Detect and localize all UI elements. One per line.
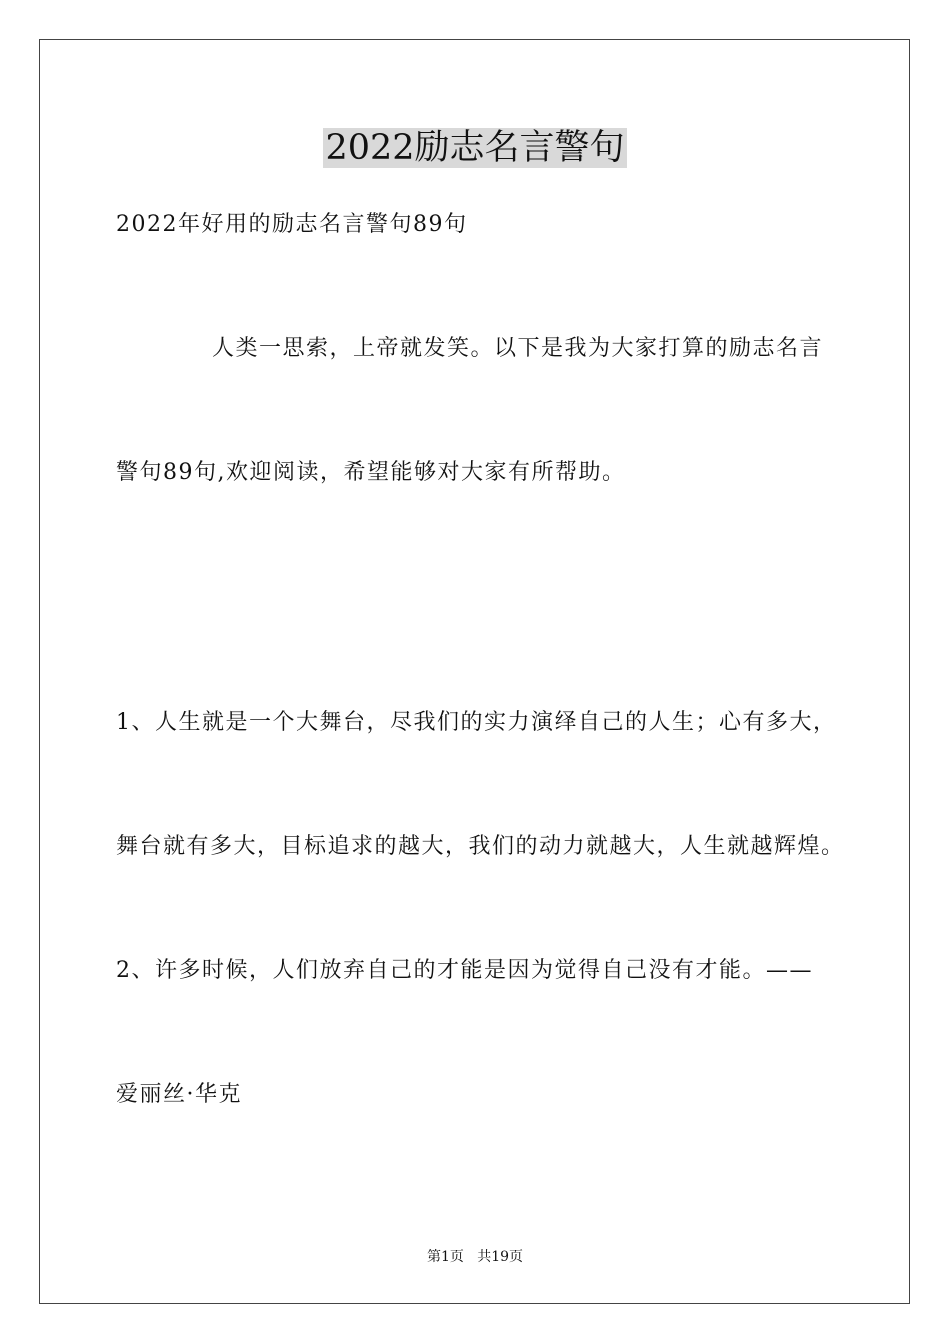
quote-1-line-1: 1、人生就是一个大舞台，尽我们的实力演绎自己的人生；心有多大， — [116, 710, 837, 735]
document-subtitle: 2022年好用的励志名言警句89句 — [116, 212, 468, 237]
quote-2-line-1: 2、许多时候，人们放弃自己的才能是因为觉得自己没有才能。—— — [116, 958, 813, 983]
intro-line-1: 人类一思索，上帝就发笑。以下是我为大家打算的励志名言 — [212, 336, 824, 361]
document-title-text: 2022励志名言警句 — [325, 128, 625, 168]
intro-line-2: 警句89句,欢迎阅读，希望能够对大家有所帮助。 — [116, 460, 626, 485]
quote-1-line-2: 舞台就有多大，目标追求的越大，我们的动力就越大，人生就越辉煌。 — [116, 834, 845, 859]
quote-2-line-2: 爱丽丝·华克 — [116, 1082, 242, 1107]
page-footer: 第1页 共19页 — [426, 1249, 524, 1265]
document-title — [0, 124, 950, 172]
